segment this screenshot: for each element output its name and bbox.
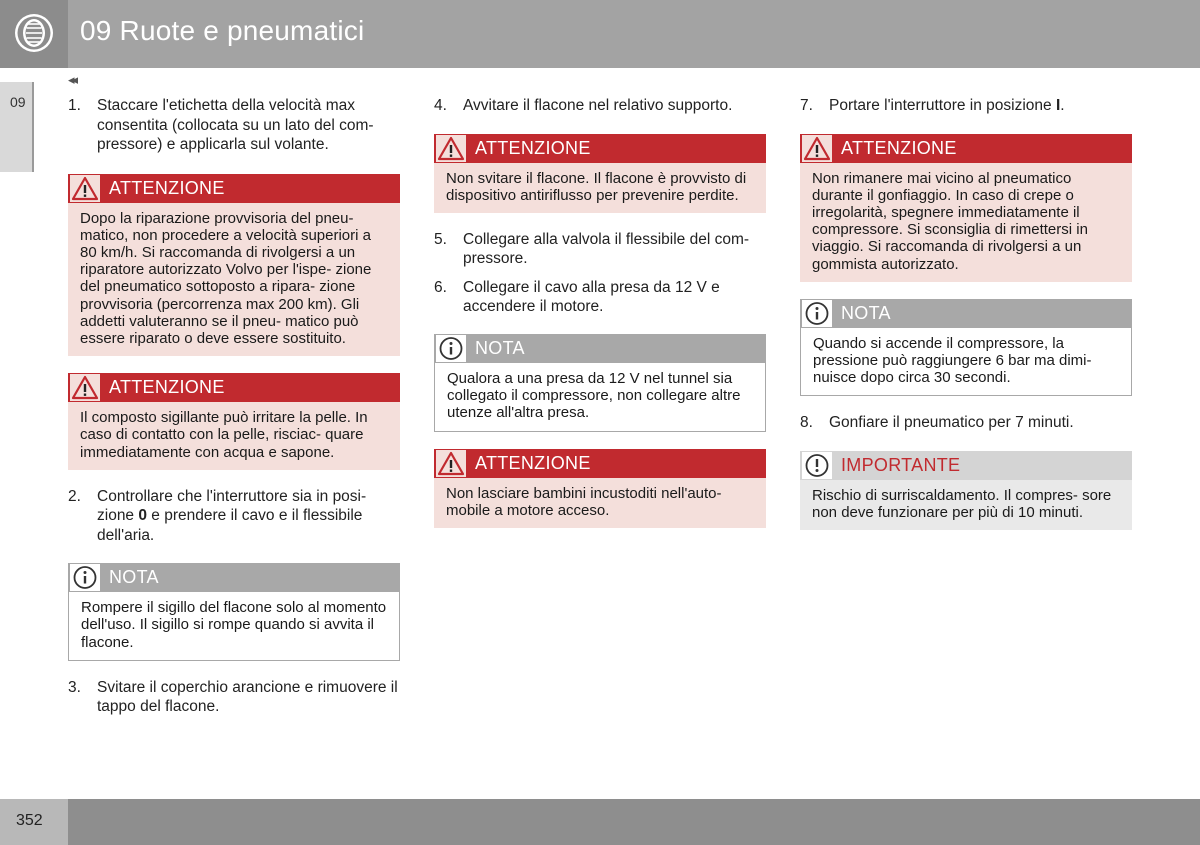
step-number: 8. — [800, 414, 813, 432]
note-label: NOTA — [109, 567, 159, 588]
note-label: NOTA — [475, 337, 525, 358]
warning-text: Il composto sigillante può irritare la pelle. In caso di contatto con la pelle, risciac- quare immediatamente con acqua e sapone. — [68, 402, 400, 470]
step-number: 6. — [434, 278, 447, 296]
warning-triangle-icon — [802, 135, 832, 162]
warning-label: ATTENZIONE — [841, 137, 957, 158]
tire-icon — [14, 13, 54, 53]
warning-box — [434, 134, 766, 213]
warning-text: Non rimanere mai vicino al pneumatico durante il gonfiaggio. In caso di crepe o irregolarità, spegnere immediatamente il compressore. Si sconsiglia di rimettersi in viaggio. Si raccomanda di rivolgersi a un gommista autorizzato. — [800, 163, 1132, 282]
page-number: 352 — [16, 812, 43, 829]
column-2 — [434, 96, 766, 528]
step-text: Avvitare il flacone nel relativo supporto. — [463, 97, 733, 114]
note-box — [68, 563, 400, 661]
step-text: Svitare il coperchio arancione e rimuovere il tappo del flacone. — [97, 678, 398, 716]
switch-position: I — [1055, 97, 1061, 114]
warning-box — [434, 449, 766, 528]
step-8 — [800, 413, 1132, 433]
note-box-header — [434, 334, 766, 363]
info-icon — [70, 564, 100, 591]
warning-box-header — [800, 134, 1132, 163]
warning-triangle-icon — [436, 135, 466, 162]
step-2 — [68, 487, 400, 546]
note-box — [800, 299, 1132, 397]
warning-text: Non lasciare bambini incustoditi nell'auto- mobile a motore acceso. — [434, 478, 766, 528]
step-text: Controllare che l'interruttore sia in posi- zione — [97, 487, 367, 525]
page-number-box — [0, 799, 68, 845]
important-label: IMPORTANTE — [841, 454, 961, 475]
page-header — [0, 0, 1200, 68]
step-text: Collegare alla valvola il flessibile del com- pressore. — [463, 230, 750, 268]
warning-box-header — [68, 373, 400, 402]
chapter-icon-box — [0, 0, 68, 68]
column-1 — [68, 96, 400, 717]
step-text: . — [1060, 97, 1065, 114]
step-number: 3. — [68, 678, 81, 696]
step-text: e prendere il cavo e il flessibile dell'aria. — [97, 507, 363, 544]
warning-box — [68, 174, 400, 357]
step-3 — [68, 678, 400, 717]
note-box-header — [68, 563, 400, 592]
switch-position: 0 — [138, 507, 147, 525]
page-footer — [0, 799, 1200, 845]
warning-label: ATTENZIONE — [475, 137, 591, 158]
note-text: Rompere il sigillo del flacone solo al momento dell'uso. Il sigillo si rompe quando si avvita il flacone. — [68, 592, 400, 661]
chapter-title: 09 Ruote e pneumatici — [80, 15, 365, 46]
warning-box — [68, 373, 400, 470]
note-box — [434, 334, 766, 432]
step-7 — [800, 96, 1132, 116]
step-number: 4. — [434, 97, 447, 114]
warning-text: Dopo la riparazione provvisoria del pneu- matico, non procedere a velocità superiori a 80 km/h. Si raccomanda di rivolgersi a un riparatore autorizzato Volvo per l'ispe- zione del pneumatico sottoposto a ripara- zione provvisoria (percorrenza max 200 km). Gli addetti valuteranno se il pneu- matico può essere riparato o deve essere sostituito. — [68, 203, 400, 357]
info-icon — [436, 335, 466, 362]
column-3 — [800, 96, 1132, 530]
note-text: Quando si accende il compressore, la pressione può raggiungere 6 bar ma dimi- nuisce dopo circa 30 secondi. — [800, 328, 1132, 397]
note-box-header — [800, 299, 1132, 328]
warning-triangle-icon — [436, 450, 466, 477]
step-text: Gonfiare il pneumatico per 7 minuti. — [829, 414, 1074, 432]
chapter-side-tab-label: 09 — [10, 94, 26, 110]
step-6 — [434, 278, 766, 317]
exclamation-icon — [802, 452, 832, 479]
important-text: Rischio di surriscaldamento. Il compres- sore non deve funzionare per più di 10 minuti. — [800, 480, 1132, 530]
note-label: NOTA — [841, 302, 891, 323]
info-icon — [802, 300, 832, 327]
warning-triangle-icon — [70, 175, 100, 202]
important-box-header — [800, 451, 1132, 480]
step-number: 5. — [434, 230, 447, 248]
step-1 — [68, 96, 400, 155]
important-box — [800, 451, 1132, 530]
warning-triangle-icon — [70, 374, 100, 401]
warning-box-header — [68, 174, 400, 203]
step-number: 2. — [68, 487, 81, 505]
warning-label: ATTENZIONE — [109, 377, 225, 398]
step-5 — [434, 230, 766, 269]
warning-text: Non svitare il flacone. Il flacone è provvisto di dispositivo antiriflusso per prevenire perdite. — [434, 163, 766, 213]
note-text: Qualora a una presa da 12 V nel tunnel sia collegato il compressore, non collegare altre utenze all'altra presa. — [434, 363, 766, 432]
warning-box-header — [434, 449, 766, 478]
back-arrows-icon[interactable]: ◂◂ — [68, 72, 76, 87]
step-number: 7. — [800, 97, 813, 114]
warning-box — [800, 134, 1132, 282]
step-text: Portare l'interruttore in posizione — [829, 97, 1056, 114]
step-text: Staccare l'etichetta della velocità max consentita (collocata su un lato del com- pressore) e applicarla sul volante. — [97, 97, 374, 153]
warning-label: ATTENZIONE — [109, 177, 225, 198]
warning-box-header — [434, 134, 766, 163]
warning-label: ATTENZIONE — [475, 452, 591, 473]
step-text: Collegare il cavo alla presa da 12 V e accendere il motore. — [463, 278, 720, 316]
step-4 — [434, 96, 766, 116]
step-number: 1. — [68, 97, 81, 114]
chapter-side-tab[interactable] — [0, 82, 34, 172]
